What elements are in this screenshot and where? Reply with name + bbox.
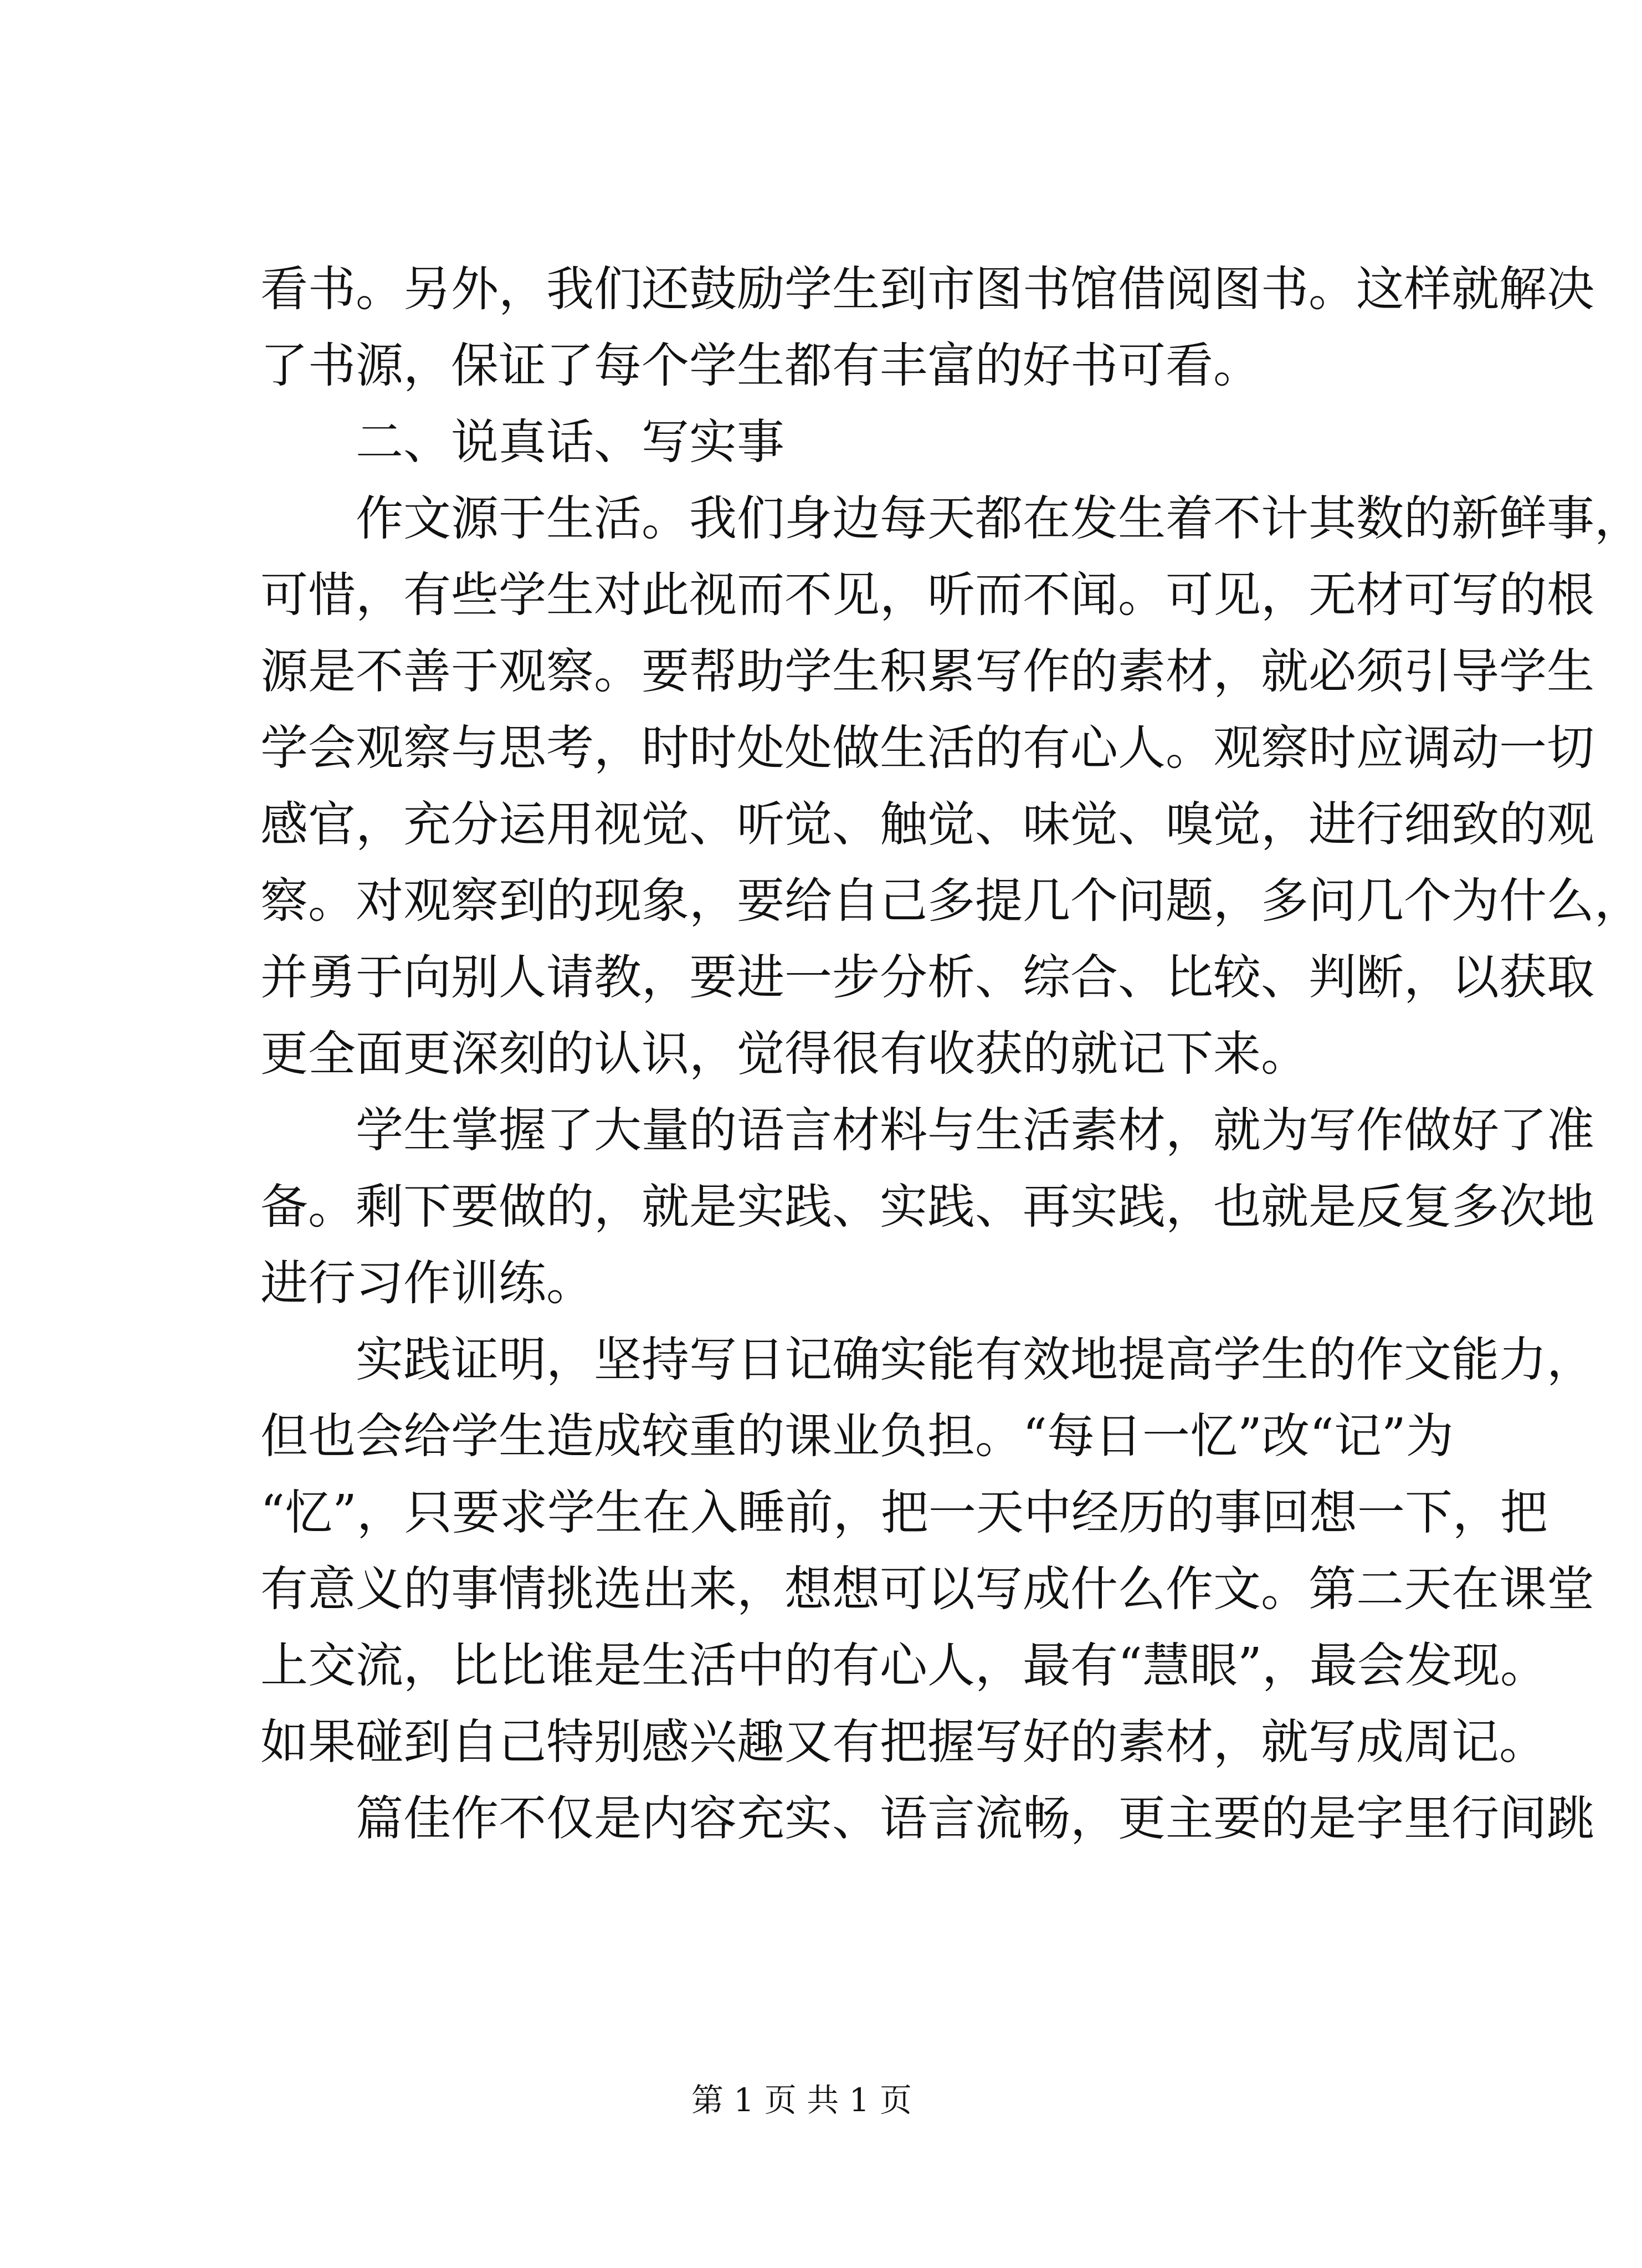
text-line: 看书。另外，我们还鼓励学生到市图书馆借阅图书。这样就解决	[260, 262, 1594, 317]
text-line: 进行习作训练。	[260, 1256, 594, 1311]
text-line: 学生掌握了大量的语言材料与生活素材，就为写作做好了准	[356, 1103, 1594, 1158]
text-line: “忆”，只要求学生在入睡前，把一天中经历的事回想一下，把	[260, 1485, 1548, 1540]
text-line: 篇佳作不仅是内容充实、语言流畅，更主要的是字里行间跳	[356, 1791, 1594, 1846]
text-line: 上交流，比比谁是生活中的有心人，最有“慧眼”，最会发现。	[260, 1638, 1548, 1693]
text-line: 有意义的事情挑选出来，想想可以写成什么作文。第二天在课堂	[260, 1562, 1594, 1617]
text-line: 更全面更深刻的认识，觉得很有收获的就记下来。	[260, 1026, 1309, 1082]
text-line: 作文源于生活。我们身边每天都在发生着不计其数的新鲜事，	[356, 491, 1642, 546]
section-heading: 二、说真话、写实事	[356, 414, 784, 470]
text-line: 实践证明，坚持写日记确实能有效地提高学生的作文能力，	[356, 1332, 1594, 1388]
text-line: 学会观察与思考，时时处处做生活的有心人。观察时应调动一切	[260, 720, 1594, 776]
text-line: 并勇于向别人请教，要进一步分析、综合、比较、判断，以获取	[260, 950, 1594, 1005]
text-line: 感官，充分运用视觉、听觉、触觉、味觉、嗅觉，进行细致的观	[260, 797, 1594, 852]
document-body	[260, 260, 1642, 1866]
text-line: 如果碰到自己特别感兴趣又有把握写好的素材，就写成周记。	[260, 1714, 1547, 1770]
text-line: 但也会给学生造成较重的课业负担。“每日一忆”改“记”为	[260, 1409, 1454, 1464]
page-number-footer: 第 1 页 共 1 页	[691, 2081, 912, 2119]
text-line: 备。剩下要做的，就是实践、实践、再实践，也就是反复多次地	[260, 1179, 1594, 1235]
text-line: 可惜，有些学生对此视而不见，听而不闻。可见，无材可写的根	[260, 567, 1594, 623]
text-line: 察。对观察到的现象，要给自己多提几个问题，多问几个为什么，	[260, 873, 1642, 929]
text-line: 源是不善于观察。要帮助学生积累写作的素材，就必须引导学生	[260, 644, 1594, 699]
text-line: 了书源，保证了每个学生都有丰富的好书可看。	[260, 338, 1261, 393]
